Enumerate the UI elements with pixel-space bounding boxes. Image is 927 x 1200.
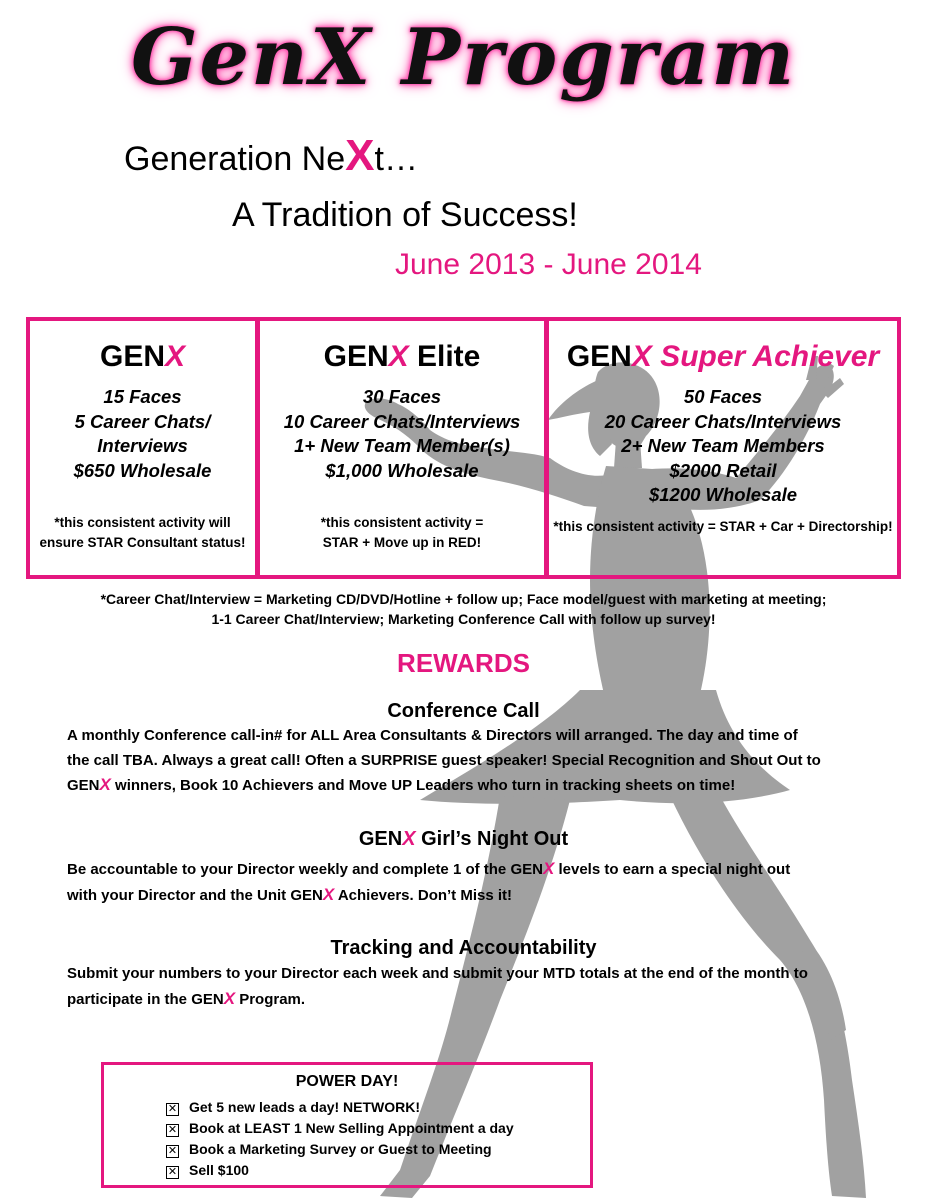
career-chat-definition (30, 589, 897, 629)
requirement: Interviews (97, 435, 188, 456)
checked-box-icon: ✕ (167, 1145, 178, 1157)
power-day-item (166, 1160, 514, 1181)
line-part: Program. (235, 990, 306, 1008)
level-title-gen: GEN (566, 340, 632, 373)
x-mark: X (223, 988, 236, 1008)
girls-night-title (0, 828, 927, 851)
level-title-suffix: Super Achiever (651, 340, 880, 373)
level-title (30, 341, 255, 373)
paragraph-line: A monthly Conference call-in# for ALL Area Consultants & Directors will arranged. The day and time of (67, 727, 798, 744)
conference-call-text (67, 724, 867, 799)
line-part: levels to earn a special night out (554, 861, 791, 878)
level-box-genx (26, 317, 259, 579)
level-note (549, 517, 897, 537)
level-title (260, 341, 544, 373)
requirement: 30 Faces (362, 386, 442, 407)
power-day-title: POWER DAY! (295, 1073, 399, 1090)
level-title-x: X (388, 340, 409, 373)
page-title: GenX Program (130, 12, 797, 103)
checked-box-icon: ✕ (167, 1103, 178, 1115)
program-dates: June 2013 - June 2014 (395, 248, 702, 281)
requirement: 15 Faces (103, 386, 182, 407)
paragraph-line: Submit your numbers to your Director each week and submit your MTD totals at the end of the month to (67, 965, 808, 982)
paragraph-line: the call TBA. Always a great call! Often a SURPRISE guest speaker! Special Recognition and Shout Out to (67, 751, 821, 769)
power-day-item (166, 1118, 514, 1139)
line-part: with your Director and the Unit GEN (67, 886, 323, 904)
level-box-genx-elite (256, 317, 548, 579)
paragraph-line (67, 883, 867, 909)
power-day-item-label: Get 5 new leads a day! NETWORK! (189, 1099, 421, 1115)
girls-night-text (67, 857, 867, 908)
tagline-tradition: A Tradition of Success! (232, 196, 578, 234)
requirement: 10 Career Chats/Interviews (283, 410, 521, 432)
note-line: ensure STAR Consultant status! (39, 535, 246, 550)
note-line: *this consistent activity = STAR + Car + Directorship! (553, 519, 893, 534)
definition-line: 1-1 Career Chat/Interview; Marketing Conference Call with follow up survey! (211, 611, 716, 627)
power-day-item-label: Book a Marketing Survey or Guest to Meeting (189, 1141, 492, 1157)
paragraph-line (67, 857, 867, 883)
checked-box-icon: ✕ (167, 1124, 178, 1136)
power-day-item (166, 1139, 514, 1160)
tagline-x: X (345, 131, 375, 180)
level-requirements (260, 385, 544, 483)
power-day-box (101, 1062, 593, 1188)
level-requirements (30, 385, 255, 483)
paragraph-line (67, 773, 867, 799)
requirement: 1+ New Team Member(s) (294, 435, 510, 456)
power-day-item-label: Book at LEAST 1 New Selling Appointment a day (189, 1120, 514, 1136)
level-note (30, 513, 255, 553)
requirement: 2+ New Team Members (621, 435, 825, 456)
power-day-item (166, 1097, 514, 1118)
level-title-x: X (165, 340, 186, 373)
checked-box-icon: ✕ (167, 1166, 178, 1178)
power-day-item-label: Sell $100 (189, 1162, 249, 1178)
requirement: $1,000 Wholesale (325, 459, 479, 481)
level-title-suffix: Elite (408, 340, 481, 373)
gen-text: GEN (358, 828, 403, 850)
tracking-title: Tracking and Accountability (330, 937, 597, 959)
requirement: $1200 Wholesale (648, 484, 798, 505)
x-mark: X (322, 884, 335, 904)
tagline-prefix: Generation Ne (124, 140, 346, 178)
level-title-x: X (631, 340, 652, 373)
title-rest: Girl’s Night Out (415, 828, 569, 850)
level-box-genx-super-achiever (545, 317, 901, 579)
requirement: $2000 Retail (669, 459, 777, 481)
level-note (260, 513, 544, 553)
requirement: 5 Career Chats/ (74, 410, 211, 432)
line-part: Be accountable to your Director weekly and complete 1 of the GEN (67, 861, 543, 878)
definition-line: *Career Chat/Interview = Marketing CD/DVD/Hotline + follow up; Face model/guest with marketing at meeting; (100, 591, 827, 607)
requirement: $650 Wholesale (73, 459, 212, 481)
line-part: participate in the GEN (67, 990, 224, 1008)
x-mark: X (99, 775, 111, 794)
tagline-suffix: t… (374, 140, 418, 178)
rewards-heading: REWARDS (397, 648, 530, 678)
line-part: Achievers. Don’t Miss it! (334, 886, 513, 904)
line-rest: winners, Book 10 Achievers and Move UP Leaders who turn in tracking sheets on time! (110, 777, 736, 794)
note-line: *this consistent activity will (54, 515, 231, 530)
level-requirements (549, 385, 897, 508)
power-day-list (166, 1097, 514, 1181)
requirement: 20 Career Chats/Interviews (604, 410, 842, 432)
tagline-generation-next (124, 131, 418, 180)
x-mark: X (402, 828, 416, 850)
paragraph-line (67, 987, 867, 1013)
x-mark: X (542, 859, 555, 878)
conference-call-title: Conference Call (387, 700, 540, 722)
note-line: STAR + Move up in RED! (322, 535, 482, 550)
note-line: *this consistent activity = (320, 515, 484, 530)
requirement: 50 Faces (683, 386, 763, 407)
level-title-gen: GEN (323, 340, 389, 373)
tracking-text (67, 962, 867, 1012)
level-title-gen: GEN (99, 340, 165, 373)
gen-text: GEN (67, 777, 100, 794)
level-title (549, 341, 897, 373)
